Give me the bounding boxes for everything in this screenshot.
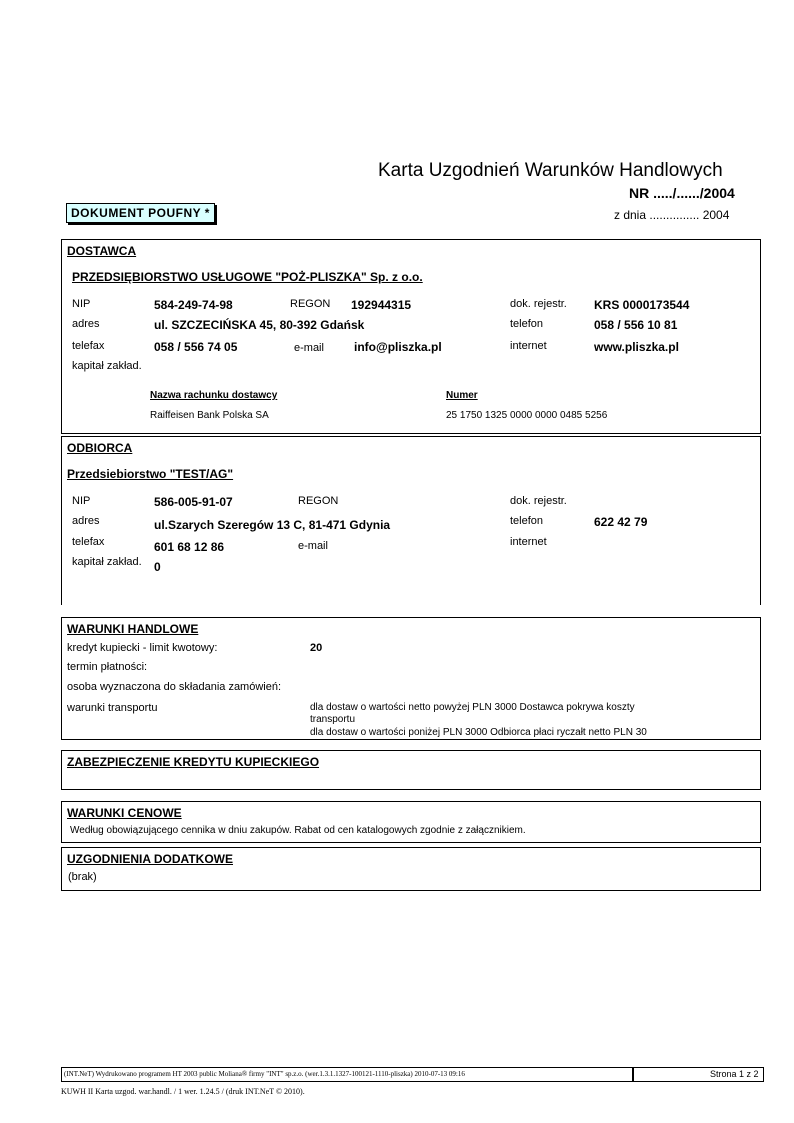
price-terms-section-title: WARUNKI CENOWE	[67, 806, 182, 820]
recipient-address: ul.Szarych Szeregów 13 C, 81-471 Gdynia	[154, 518, 391, 532]
supplier-nip: 584-249-74-98	[154, 298, 233, 312]
recipient-name: Przedsiebiorstwo "TEST/AG"	[67, 467, 234, 481]
supplier-www-label: internet	[510, 340, 547, 352]
recipient-section-title: ODBIORCA	[67, 441, 133, 455]
supplier-account-number-label: Numer	[446, 390, 478, 401]
transport-terms-label: warunki transportu	[67, 702, 158, 714]
supplier-www: www.pliszka.pl	[594, 340, 679, 354]
recipient-www-label: internet	[510, 536, 547, 548]
transport-terms-line-1: dla dostaw o wartości netto powyżej PLN 3000 Dostawca pokrywa koszty	[310, 702, 635, 713]
supplier-email: info@pliszka.pl	[354, 340, 442, 354]
price-terms-text: Według obowiązującego cennika w dniu zakupów. Rabat od cen katalogowych zgodnie z załącznikiem.	[70, 825, 526, 836]
recipient-capital-label: kapitał zakład.	[72, 556, 142, 568]
supplier-name: PRZEDSIĘBIORSTWO USŁUGOWE "POŻ-PLISZKA" Sp. z o.o.	[72, 270, 423, 284]
recipient-reg-label: dok. rejestr.	[510, 495, 567, 507]
supplier-reg: KRS 0000173544	[594, 298, 690, 312]
supplier-nip-label: NIP	[72, 298, 91, 310]
supplier-section-title: DOSTAWCA	[67, 244, 137, 258]
supplier-phone: 058 / 556 10 81	[594, 318, 678, 332]
supplier-address: ul. SZCZECIŃSKA 45, 80-392 Gdańsk	[154, 318, 365, 332]
trade-terms-section-title: WARUNKI HANDLOWE	[67, 622, 199, 636]
credit-limit-value: 20	[310, 642, 323, 654]
supplier-phone-label: telefon	[510, 318, 544, 330]
recipient-address-label: adres	[72, 515, 100, 527]
recipient-fax-label: telefax	[72, 536, 105, 548]
supplier-account-name: Raiffeisen Bank Polska SA	[150, 410, 269, 421]
transport-terms-line-2: transportu	[310, 714, 356, 725]
recipient-fax: 601 68 12 86	[154, 540, 225, 554]
footer-program-info: (INT.NeT) Wydrukowano programem HT 2003 public Moliana® firmy "INT" sp.z.o. (wer.1.3.1.1327-100121-1110-pliszka) 2010-07-13 09:16	[64, 1070, 465, 1078]
recipient-email-label: e-mail	[298, 540, 328, 552]
confidential-badge: DOKUMENT POUFNY *	[66, 203, 215, 223]
recipient-phone: 622 42 79	[594, 515, 648, 529]
supplier-account-number: 25 1750 1325 0000 0000 0485 5256	[446, 410, 608, 421]
recipient-capital: 0	[154, 560, 161, 574]
footer-page-number: Strona 1 z 2	[710, 1069, 759, 1079]
credit-security-section-title: ZABEZPIECZENIE KREDYTU KUPIECKIEGO	[67, 755, 320, 769]
recipient-nip-label: NIP	[72, 495, 91, 507]
ordering-person-label: osoba wyznaczona do składania zamówień:	[67, 681, 282, 693]
supplier-capital-label: kapitał zakład.	[72, 360, 142, 372]
supplier-fax-label: telefax	[72, 340, 105, 352]
payment-term-label: termin płatności:	[67, 661, 148, 673]
transport-terms-line-3: dla dostaw o wartości poniżej PLN 3000 Odbiorca płaci ryczałt netto PLN 30	[310, 727, 647, 738]
supplier-address-label: adres	[72, 318, 100, 330]
supplier-section	[61, 239, 761, 434]
supplier-account-name-label: Nazwa rachunku dostawcy	[150, 390, 278, 401]
document-title: Karta Uzgodnień Warunków Handlowych	[378, 160, 723, 181]
credit-limit-label: kredyt kupiecki - limit kwotowy:	[67, 642, 218, 654]
supplier-regon-label: REGON	[290, 298, 331, 310]
footer-form-id: KUWH II Karta uzgod. war.handl. / 1 wer. 1.24.5 / (druk INT.NeT © 2010).	[61, 1087, 305, 1096]
supplier-email-label: e-mail	[294, 342, 324, 354]
supplier-fax: 058 / 556 74 05	[154, 340, 238, 354]
additional-text: (brak)	[68, 871, 97, 883]
supplier-reg-label: dok. rejestr.	[510, 298, 567, 310]
document-number: NR ...../....../2004	[629, 185, 735, 201]
recipient-nip: 586-005-91-07	[154, 495, 233, 509]
document-date: z dnia ............... 2004	[614, 208, 730, 222]
additional-section-title: UZGODNIENIA DODATKOWE	[67, 852, 233, 866]
recipient-phone-label: telefon	[510, 515, 544, 527]
supplier-regon: 192944315	[351, 298, 412, 312]
recipient-regon-label: REGON	[298, 495, 339, 507]
